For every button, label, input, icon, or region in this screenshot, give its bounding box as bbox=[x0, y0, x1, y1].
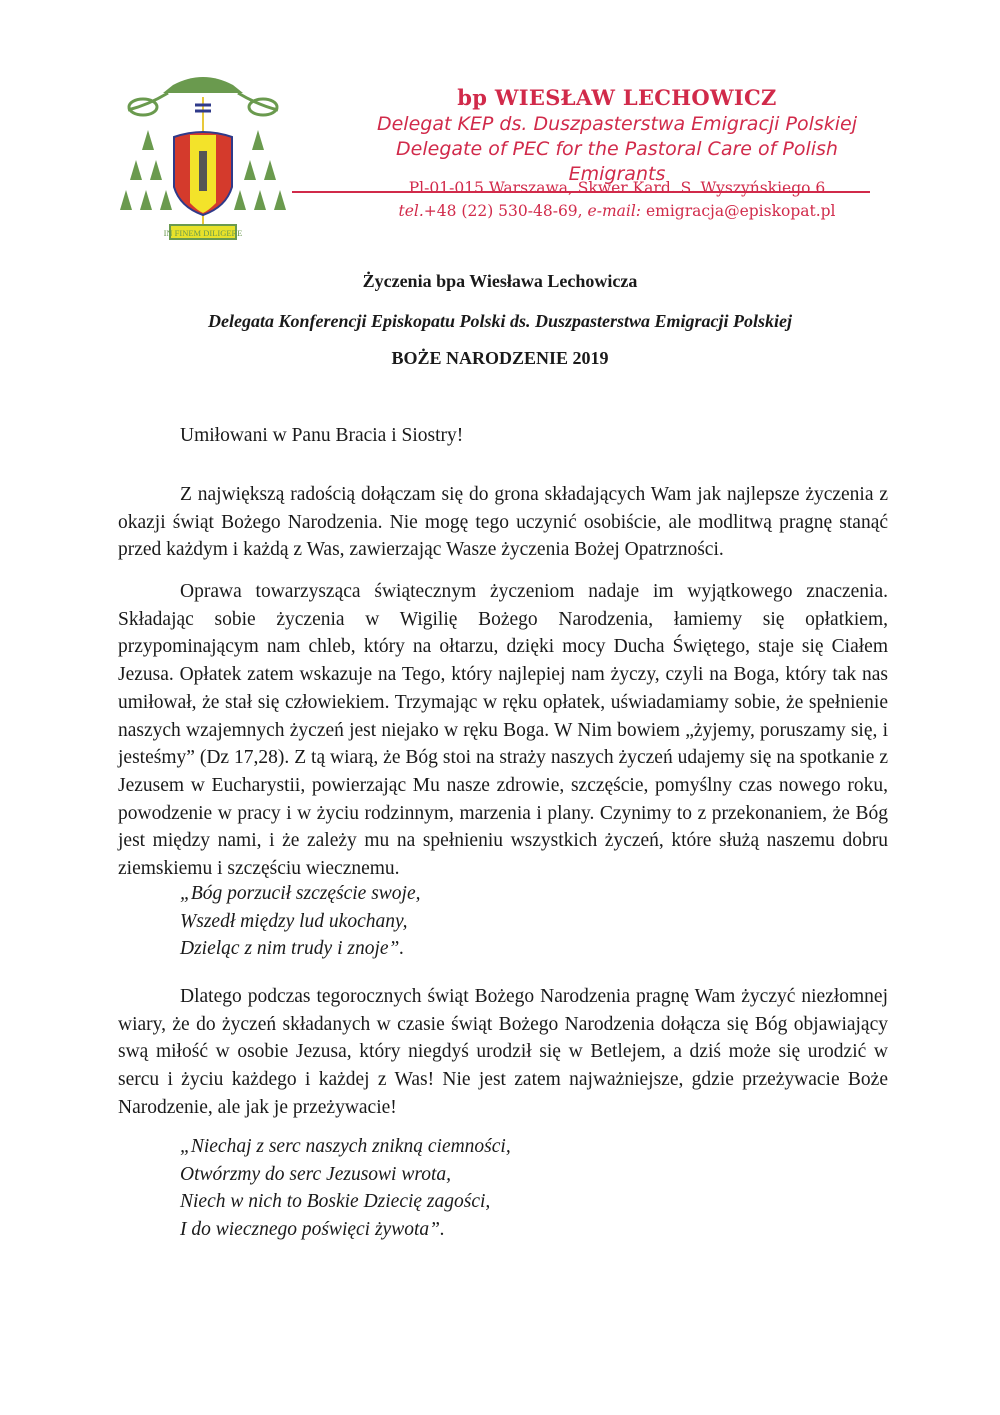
paragraph: Oprawa towarzysząca świątecznym życzeniom nadaje im wyjątkowego znaczenia. Składając sobie życzenia w Wigilię Bożego Narodzenia, łamiemy się opłatkiem, przypominającym nam chleb, który na ołtarzu, dzięki mocy Ducha Świętego, staje się Ciałem Jezusa. Opłatek zatem wskazuje na Tego, który najlepiej nam życzy, czyli na Boga, który tak nas umiłował, że stał się człowiekiem. Trzymając w ręku opłatek, uświadamiamy sobie, że spełnienie naszych wzajemnych życzeń jest niejako w ręku Boga. W Nim bowiem „żyjemy, poruszamy się, i jesteśmy” (Dz 17,28). Z tą wiarą, że Bóg stoi na straży naszych życzeń udajemy się na spotkanie z Jezusem w Eucharystii, powierzając Mu nasze zdrowie, szczęście, pomyślny czas nowego roku, powodzenie w pracy i w życiu rodzinnym, marzenia i plany. Czynimy to z przekonaniem, że Bóg jest między nami, i że zależy mu na spełnieniu wszystkich życzeń, które służą naszemu dobru ziemskiemu i szczęściu wiecznemu. bbox=[118, 581, 888, 880]
phone: +48 (22) 530-48-69, bbox=[423, 202, 588, 220]
address: Pl-01-015 Warszawa, Skwer Kard. S. Wyszyńskiego 6 bbox=[408, 179, 826, 197]
poem-line: „Niechaj z serc naszych znikną ciemności, bbox=[180, 1136, 511, 1157]
occasion-title: BOŻE NARODZENIE 2019 bbox=[391, 348, 609, 368]
contact-block bbox=[292, 177, 942, 223]
tel-label: tel. bbox=[398, 202, 424, 220]
contact-line bbox=[292, 200, 942, 223]
poem-line: Wszedł między lud ukochany, bbox=[180, 910, 408, 932]
svg-text:IN FINEM DILIGERE: IN FINEM DILIGERE bbox=[163, 228, 243, 238]
paragraph: Z największą radością dołączam się do grona składających Wam jak najlepsze życzenia z okazji świąt Bożego Narodzenia. Nie mogę tego uczynić osobiście, ale modlitwą pragnę stanąć przed każdym i każdą z Was, zawierzając Wasze życzenia Bożej Opatrzności. bbox=[118, 484, 888, 561]
paragraph: Dlatego podczas tegorocznych świąt Bożego Narodzenia pragnę Wam życzyć niezłomnej wiary, że do życzeń składanych w czasie świąt Bożego Narodzenia dołącza się Bóg objawiający swą miłość w osobie Jezusa, który niegdyś urodził się w Betlejem, a dziś może się urodzić w sercu i życiu każdego i każdej z Was! Nie jest zatem najważniejsze, gdzie przeżywacie Boże Narodzenie, ale jak je przeżywacie! bbox=[118, 986, 888, 1118]
poem-line: Dzieląc z nim trudy i znoje”. bbox=[180, 938, 405, 959]
poem-line: Niech w nich to Boskie Dziecię zagości, bbox=[180, 1191, 491, 1212]
poem-quote bbox=[180, 1133, 511, 1243]
title-polish: Delegat KEP ds. Duszpasterstwa Emigracji Polskiej bbox=[376, 113, 857, 135]
email[interactable]: emigracja@episkopat.pl bbox=[641, 202, 836, 220]
title-english: Delegate of PEC for the Pastoral Care of Polish Emigrants bbox=[396, 138, 838, 185]
poem-quote bbox=[180, 880, 420, 963]
bishop-name: bp WIESŁAW LECHOWICZ bbox=[457, 85, 777, 110]
coat-of-arms-icon bbox=[108, 75, 298, 245]
salutation: Umiłowani w Panu Bracia i Siostry! bbox=[180, 425, 464, 446]
email-label: e-mail: bbox=[587, 202, 642, 220]
document-subtitle: Delegata Konferencji Episkopatu Polski ds. Duszpasterstwa Emigracji Polskiej bbox=[207, 311, 793, 331]
document-title: Życzenia bpa Wiesława Lechowicza bbox=[362, 271, 638, 291]
poem-line: Otwórzmy do serc Jezusowi wrota, bbox=[180, 1163, 452, 1185]
poem-line: I do wiecznego poświęci żywota”. bbox=[180, 1218, 445, 1240]
poem-line: „Bóg porzucił szczęście swoje, bbox=[180, 883, 421, 904]
